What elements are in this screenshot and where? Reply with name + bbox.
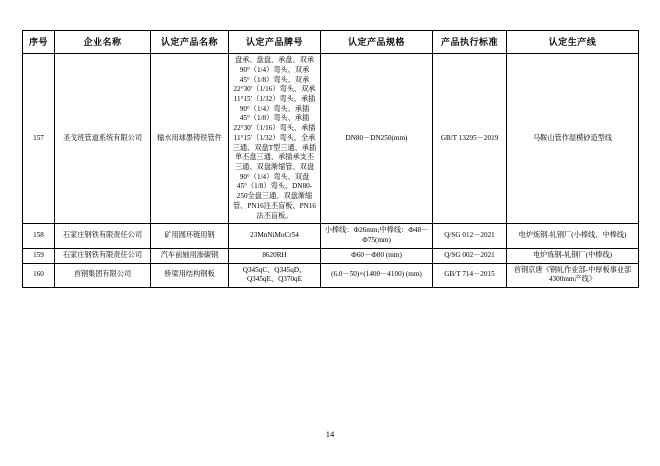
cell-product-spec: (6.0－50)×(1400－4100) (mm) bbox=[321, 263, 433, 287]
cell-production-line: 电炉炼钢-轧钢厂(小棒线、中棒线) bbox=[507, 224, 639, 248]
cell-seq: 159 bbox=[23, 248, 55, 263]
table-header-row bbox=[23, 31, 639, 54]
cell-standard: GB/T 13295－2019 bbox=[433, 54, 507, 224]
column-header-company: 企业名称 bbox=[55, 31, 151, 54]
table-row bbox=[23, 54, 639, 224]
cell-production-line: 马鞍山管作湿模砂造型线 bbox=[507, 54, 639, 224]
cell-company: 石家庄钢铁有限责任公司 bbox=[55, 248, 151, 263]
table-row bbox=[23, 248, 639, 263]
cell-company: 圣戈班管道系统有限公司 bbox=[55, 54, 151, 224]
cell-product-brand: 盘承、盘盘、承盘、双承90°（1/4）弯头、双承45°（1/8）弯头、双承22°30′（1/16）弯头、双承11°15′（1/32）弯头、承插90°（1/4）弯头、承插45°（1/8）弯头、承插22°30′（1/16）弯头、承插11°15′（1/32）弯头、全承三通、双盘T型三通、承插单丕盘三通、承插承支丕三通、双盘渐缩管、双盘90°（1/4）弯头、双盘45°（1/8）弯头、DN80-250全盘三通、双盘渐缩管、PN16注丕盲板、PN16法丕盲板。 bbox=[229, 54, 321, 224]
column-header-production-line: 认定生产线 bbox=[507, 31, 639, 54]
cell-production-line: 电炉炼钢-轧钢厂(中棒线) bbox=[507, 248, 639, 263]
column-header-seq: 序号 bbox=[23, 31, 55, 54]
cell-product-name: 桥梁用结构钢板 bbox=[151, 263, 229, 287]
certification-table bbox=[22, 30, 639, 288]
table-row bbox=[23, 263, 639, 287]
table-row bbox=[23, 224, 639, 248]
column-header-standard: 产品执行标准 bbox=[433, 31, 507, 54]
cell-seq: 158 bbox=[23, 224, 55, 248]
cell-standard: GB/T 714－2015 bbox=[433, 263, 507, 287]
cell-product-spec: 小棒线：Ф26mm;中棒线：Ф48－Ф75(mm) bbox=[321, 224, 433, 248]
cell-product-name: 矿用圆环链用钢 bbox=[151, 224, 229, 248]
cell-standard: Q/SG 012－2021 bbox=[433, 224, 507, 248]
cell-company: 石家庄钢铁有限责任公司 bbox=[55, 224, 151, 248]
cell-seq: 160 bbox=[23, 263, 55, 287]
cell-product-name: 输水用球墨铸铁管件 bbox=[151, 54, 229, 224]
cell-company: 首钢集团有限公司 bbox=[55, 263, 151, 287]
cell-product-spec: DN80－DN250(mm) bbox=[321, 54, 433, 224]
cell-product-brand: 23MnNiMoCr54 bbox=[229, 224, 321, 248]
cell-product-brand: Q345qC、Q345qD、Q345qE、Q370qE bbox=[229, 263, 321, 287]
page-number: 14 bbox=[325, 429, 335, 439]
cell-seq: 157 bbox=[23, 54, 55, 224]
column-header-product-name: 认定产品名称 bbox=[151, 31, 229, 54]
cell-product-spec: Ф60－Ф80 (mm) bbox=[321, 248, 433, 263]
column-header-product-brand: 认定产品牌号 bbox=[229, 31, 321, 54]
cell-product-name: 汽车前轴用渗碳钢 bbox=[151, 248, 229, 263]
cell-production-line: 首钢京唐《钢轧作业部-中厚板事业部4300mm产线》 bbox=[507, 263, 639, 287]
cell-standard: Q/SG 002－2021 bbox=[433, 248, 507, 263]
table-header bbox=[23, 31, 639, 54]
column-header-product-spec: 认定产品规格 bbox=[321, 31, 433, 54]
table-body bbox=[23, 54, 639, 288]
cell-product-brand: 8620RH bbox=[229, 248, 321, 263]
